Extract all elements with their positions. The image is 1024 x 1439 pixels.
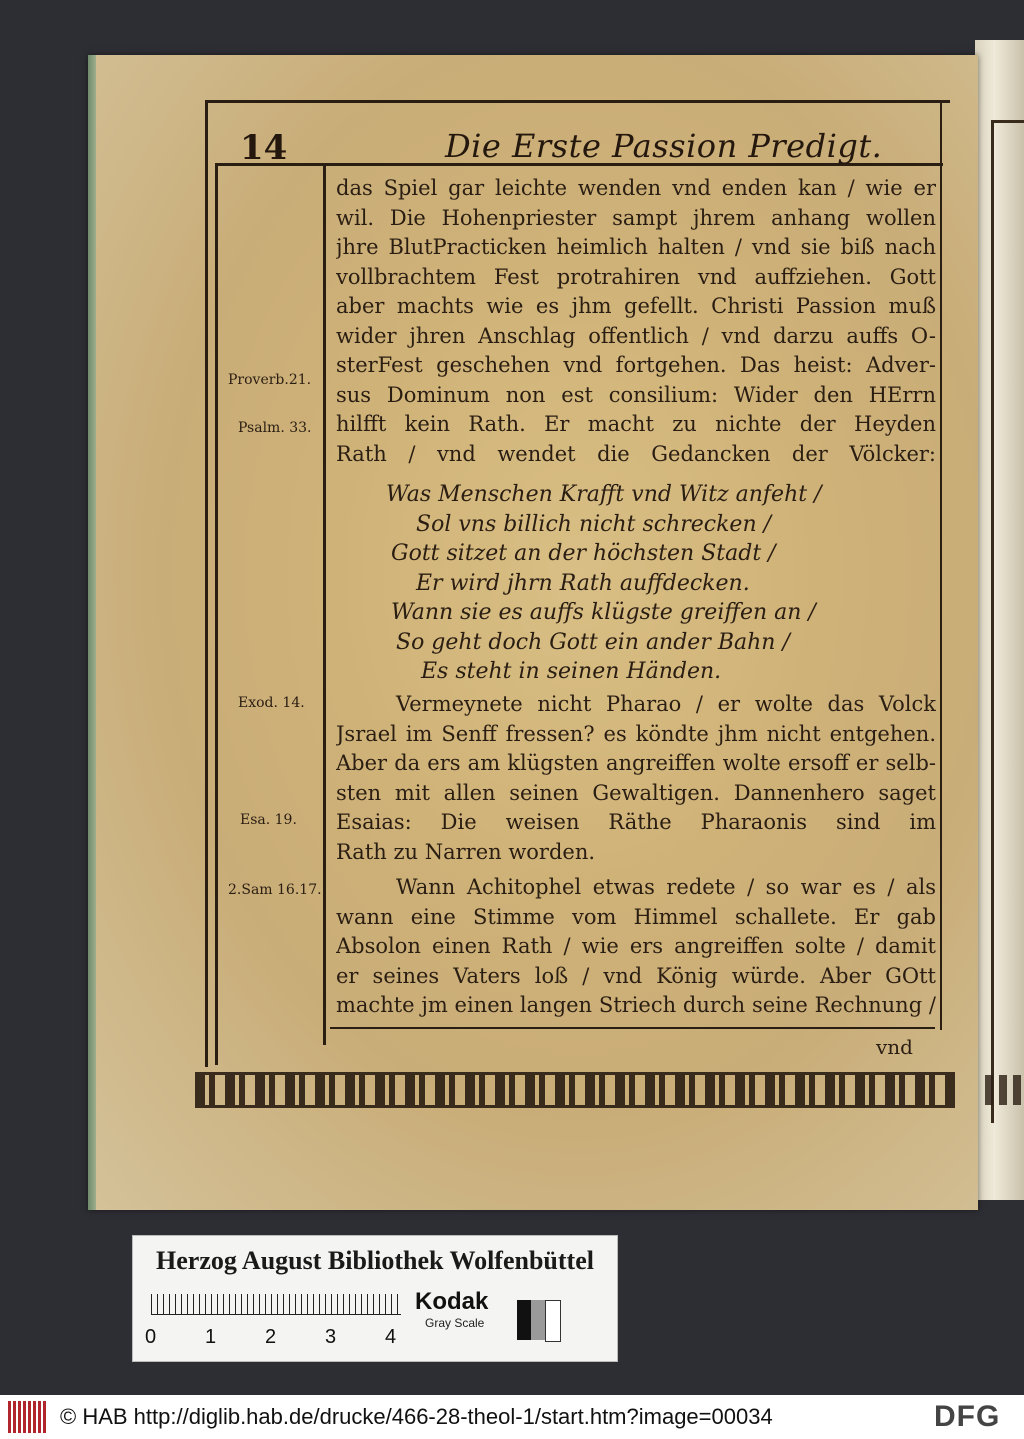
margin-note-exodus: Exod. 14. — [238, 695, 305, 711]
page-spine-edge — [88, 55, 96, 1210]
ruler-number: 1 — [205, 1326, 217, 1348]
ruler-number: 2 — [265, 1326, 277, 1348]
text-line: das Spiel gar leichte wenden vnd enden kan / wie er — [336, 176, 936, 200]
text-line: hilfft kein Rath. Er macht zu nichte der Heyden — [336, 412, 936, 436]
text-line: Aber da ers am klügsten angreiffen wolte ersoff er selb- — [336, 751, 936, 775]
text-line: wil. Die Hohenpriester sampt jhrem anhang wollen — [336, 205, 936, 230]
text-line: vollbrachtem Fest protrahiren vnd auffziehen. Gott — [336, 264, 936, 289]
paragraph-1 — [336, 174, 936, 469]
text-line: aber machts wie es jhm gefellt. Christi Passion muß — [336, 294, 936, 318]
paragraph-2 — [336, 690, 936, 867]
verse-line: So geht doch Gott ein ander Bahn / — [396, 629, 790, 655]
text-line: Jsrael im Senff fressen? es köndte jhm nicht entgehen. — [336, 721, 936, 746]
text-line: jhre BlutPracticken heimlich halten / vnd sie biß nach — [336, 235, 936, 259]
text-line: Esaias: Die weisen Räthe Pharaonis sind im — [336, 810, 936, 834]
copyright-url[interactable]: © HAB http://diglib.hab.de/drucke/466-28-theol-1/start.htm?image=00034 — [60, 1404, 773, 1429]
verse-block — [336, 480, 936, 687]
text-line: Vermeynete nicht Pharao / er wolte das Volck — [396, 692, 936, 716]
margin-note-esaias: Esa. 19. — [240, 812, 297, 828]
text-line: sten mit allen seinen Gewaltigen. Dannenhero saget — [336, 780, 936, 805]
footer-bar — [0, 1395, 1024, 1439]
margin-note-proverb: Proverb.21. — [228, 372, 312, 388]
text-line: machte jm einen langen Striech durch seine Rechnung / — [336, 993, 936, 1017]
dfg-logo: DFG — [934, 1400, 1001, 1433]
ruler-number: 3 — [325, 1326, 337, 1348]
gray-patch-black — [517, 1300, 531, 1340]
library-name: Herzog August Bibliothek Wolfenbüttel — [156, 1246, 594, 1275]
ornament-border — [195, 1072, 955, 1108]
facing-page-border — [991, 120, 1024, 1123]
text-line: Rath zu Narren worden. — [336, 839, 596, 864]
margin-note-psalm: Psalm. 33. — [238, 420, 312, 436]
verse-line: Gott sitzet an der höchsten Stadt / — [391, 541, 776, 566]
kodak-logo: Kodak — [415, 1288, 489, 1315]
verse-line: Wann sie es auffs klügste greiffen an / — [391, 600, 816, 625]
facing-ornament — [985, 1075, 1024, 1105]
text-line: wann eine Stimme vom Himmel schallete. Er gab — [336, 904, 936, 929]
running-head: Die Erste Passion Predigt. — [445, 127, 883, 165]
margin-note-samuel: 2.Sam 16.17. — [228, 882, 322, 898]
text-line: Absolon einen Rath / wie ers angreiffen solte / damit — [336, 934, 936, 958]
verse-line: Es steht in seinen Händen. — [421, 659, 722, 684]
catchword: vnd — [876, 1035, 913, 1059]
text-line: er seines Vaters loß / vnd König würde. Aber GOtt — [336, 963, 936, 988]
gray-patch-mid — [531, 1300, 545, 1340]
paragraph-3 — [336, 873, 936, 1021]
library-color-card — [132, 1235, 618, 1362]
facing-page-edge — [975, 40, 1024, 1200]
text-line: sus Dominum non est consilium: Wider den HErrn — [336, 382, 936, 407]
page-number: 14 — [240, 128, 288, 168]
verse-line: Sol vns billich nicht schrecken / — [416, 511, 772, 537]
hab-logo-icon — [8, 1401, 48, 1433]
text-line: Wann Achitophel etwas redete / so war es / als — [396, 875, 936, 899]
text-line: sterFest geschehen vnd fortgehen. Das heist: Adver- — [336, 353, 936, 377]
text-rule-right — [940, 100, 942, 1030]
text-line: wider jhren Anschlag offentlich / vnd darzu auffs O- — [336, 323, 936, 348]
ruler-number: 0 — [145, 1326, 157, 1348]
scale-ruler — [151, 1294, 401, 1315]
ruler-numbers — [143, 1326, 403, 1350]
verse-line: Er wird jhrn Rath auffdecken. — [416, 570, 750, 596]
text-line: Rath / vnd wendet die Gedancken der Völcker: — [336, 441, 936, 466]
footer-rule — [330, 1027, 935, 1029]
margin-rule-left — [215, 165, 219, 1065]
ruler-number: 4 — [385, 1326, 397, 1348]
gray-scale-label: Gray Scale — [425, 1316, 485, 1330]
gray-patch-white — [545, 1300, 561, 1342]
margin-column-rule — [323, 165, 326, 1045]
verse-line: Was Menschen Krafft vnd Witz anfeht / — [386, 482, 822, 507]
